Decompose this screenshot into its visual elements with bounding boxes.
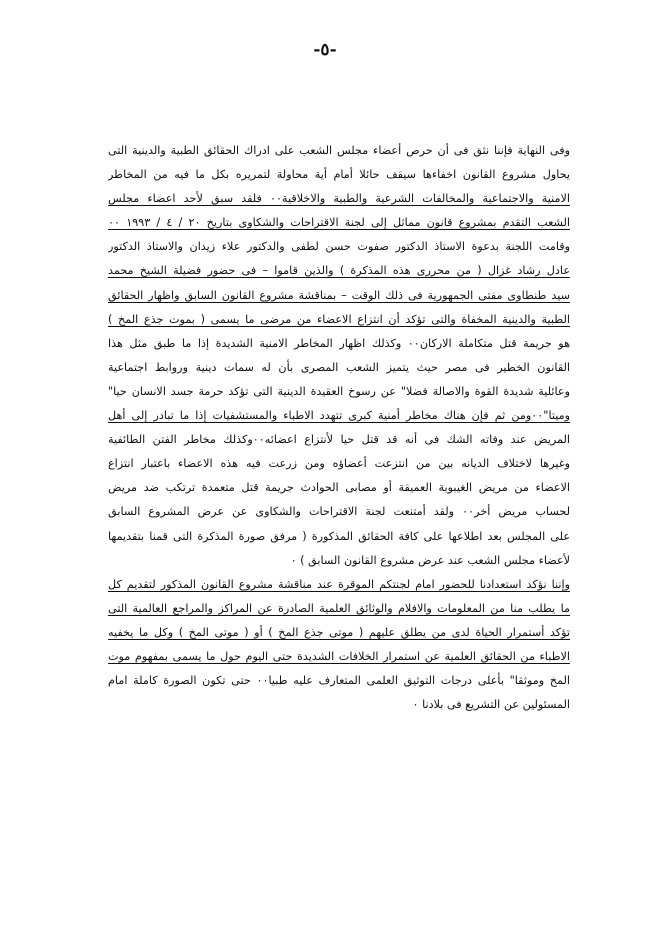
text-line: لأعضاء مجلس الشعب عند عرض مشروع القانون السابق ) ٠ [290, 553, 570, 567]
text-line: وغيرها لاختلاف الديانه بين من انتزعت أعضاؤه ومن زرعت فيه هذه الاعضاء باعتبار انتزاع [108, 457, 570, 471]
body-text [108, 139, 570, 717]
text-line: وعائلية شديدة القوة والاصالة فضلا" عن رسوخ العقيدة الدينية التى تؤكد حرمة جسد الانسان حيا" [108, 384, 570, 398]
text-line: على المجلس بعد اطلاعها على كافة الحقائق المذكورة ( مرفق صورة المذكرة التى قمنا بتقديمها [108, 529, 570, 543]
page-number: -٥- [313, 40, 337, 60]
text-line: عادل رشاد غزال ( من محررى هذه المذكرة ) والذين قاموا – فى حضور فضيلة الشيخ محمد [108, 264, 570, 278]
text-line: الشعب التقدم بمشروع قانون مماثل إلى لجنة الاقتراحات والشكاوى بتاريخ ٢٠ / ٤ / ١٩٩٣ ٠٠ [108, 216, 570, 230]
text-line: يحاول مشروع القانون اخفاءها سيقف حائلا أمام أية محاولة لتمريره بكل ما فيه من المخاطر [108, 168, 570, 182]
text-line: لحساب مريض أخر٠٠ ولقد أمتنعت لجنة الاقتراحات والشكاوى عن عرض المشروع السابق [108, 505, 570, 519]
text-line: المريض عند وفاته الشك فى أنه قد قتل حيا لأنتزاع اعضائه٠٠وكذلك مخاطر الفتن الطائفية [108, 433, 570, 447]
text-line: المخ وموثقا" بأعلى درجات التوثيق العلمى المتعارف عليه طبيا٠٠ حتى تكون الصورة كاملة امام [108, 674, 570, 688]
text-line: هو جريمة قتل متكاملة الاركان٠٠ وكذلك اظهار المخاطر الامنية الشديدة إذا ما طبق مثل هذا [108, 336, 570, 350]
text-line: وإننا نؤكد استعدادنا للحضور امام لجنتكم الموقرة عند مناقشة مشروع القانون المذكور لتقديم كل [108, 577, 570, 591]
text-line: وقامت اللجنة بدعوة الاستاذ الدكتور صفوت حسن لطفى والدكتور علاء زيدان والاستاذ الدكتور [108, 240, 570, 254]
text-line: ما يطلب منا من المعلومات والافلام والوثائق العلمية الصادرة عن المراكز والمراجع العالمية التى [108, 601, 570, 615]
text-line: وميتا"٠٠ومن ثم فإن هناك مخاطر أمنية كبرى تتهدد الاطباء والمستشفيات إذا ما تبادر إلى أهل [108, 409, 570, 423]
text-line: المسئولين عن التشريع فى بلادنا ٠ [412, 698, 570, 712]
text-line: تؤكد أستمرار الحياة لدى من يطلق عليهم ( موتى جذع المخ ) أو ( موتى المخ ) وكل ما يخفيه [108, 625, 570, 639]
text-line: الطبية والدينية المخفاة والتى تؤكد أن انتزاع الاعضاء من مرضى ما يسمى ( بموت جذع المخ ) [108, 312, 570, 326]
text-line: وفى النهاية فإننا نثق فى أن حرص أعضاء مجلس الشعب على ادراك الحقائق الطبية والدينية التى [108, 144, 570, 157]
text-line: الاعضاء من مريض الغيبوبة العميقة أو مصابى الحوادث جريمة قتل متعمدة ترتكب ضد مريض [108, 481, 570, 495]
text-line: القانون الخطير فى مصر حيث يتميز الشعب المصرى بأن له سمات دينية وروابط اجتماعية [108, 360, 570, 374]
text-line: الامنية والاجتماعية والمخالفات الشرعية والطبية والاخلاقية٠٠ فلقد سبق لأحد اعضاء مجلس [108, 192, 570, 206]
text-line: الاطباء من الحقائق العلمية عن استمرار الخلافات الشديدة حتى اليوم حول ما يسمى بمفهوم موت [108, 649, 570, 663]
text-line: سيد طنطاوى مفتى الجمهورية فى ذلك الوقت – بمناقشة مشروع القانون السابق واظهار الحقائق [108, 288, 570, 302]
